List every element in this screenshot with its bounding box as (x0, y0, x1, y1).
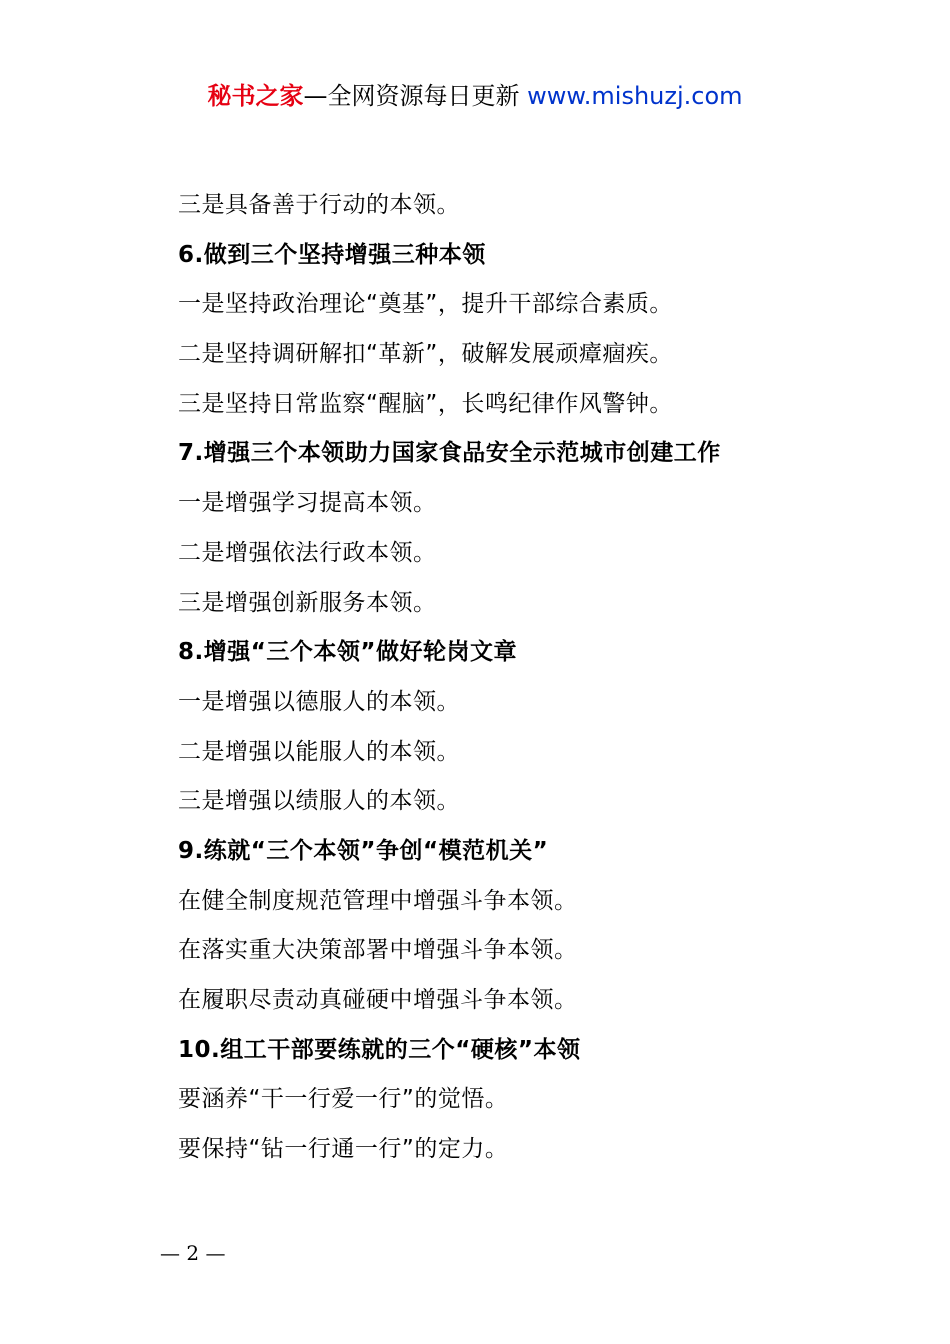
body-line: 一是增强学习提高本领。 (178, 490, 437, 517)
body-line: 三是具备善于行动的本领。 (178, 192, 460, 218)
body-line: 二是增强以能服人的本领。 (178, 738, 460, 765)
body-line: 在健全制度规范管理中增强斗争本领。 (178, 887, 578, 914)
page-number: — 2 — (160, 1241, 226, 1265)
brand-name: 秘书之家 (207, 82, 304, 110)
section-heading: 10.组工干部要练就的三个“硬核”本领 (178, 1036, 581, 1063)
header-tagline: —全网资源每日更新 (303, 82, 528, 110)
section-heading: 9.练就“三个本领”争创“模范机关” (178, 837, 549, 864)
page-header (0, 80, 950, 112)
body-line: 三是坚持日常监察“醒脑”，长鸣纪律作风警钟。 (178, 390, 673, 417)
body-line: 一是坚持政治理论“奠基”，提升干部综合素质。 (178, 291, 673, 318)
body-line: 要涵养“干一行爱一行”的觉悟。 (178, 1086, 509, 1113)
site-url-link[interactable]: www.mishuzj.com (527, 82, 743, 110)
body-line: 三是增强创新服务本领。 (178, 589, 437, 616)
section-heading: 8.增强“三个本领”做好轮岗文章 (178, 639, 517, 666)
body-line: 要保持“钻一行通一行”的定力。 (178, 1136, 509, 1163)
body-line: 在落实重大决策部署中增强斗争本领。 (178, 937, 578, 964)
body-line: 三是增强以绩服人的本领。 (178, 788, 460, 815)
section-heading: 7.增强三个本领助力国家食品安全示范城市创建工作 (178, 440, 721, 467)
document-body (178, 181, 878, 1175)
body-line: 一是增强以德服人的本领。 (178, 688, 460, 715)
section-heading: 6.做到三个坚持增强三种本领 (178, 241, 486, 268)
body-line: 二是坚持调研解扣“革新”，破解发展顽瘴痼疾。 (178, 341, 673, 368)
body-line: 在履职尽责动真碰硬中增强斗争本领。 (178, 987, 578, 1013)
body-line: 二是增强依法行政本领。 (178, 539, 437, 566)
